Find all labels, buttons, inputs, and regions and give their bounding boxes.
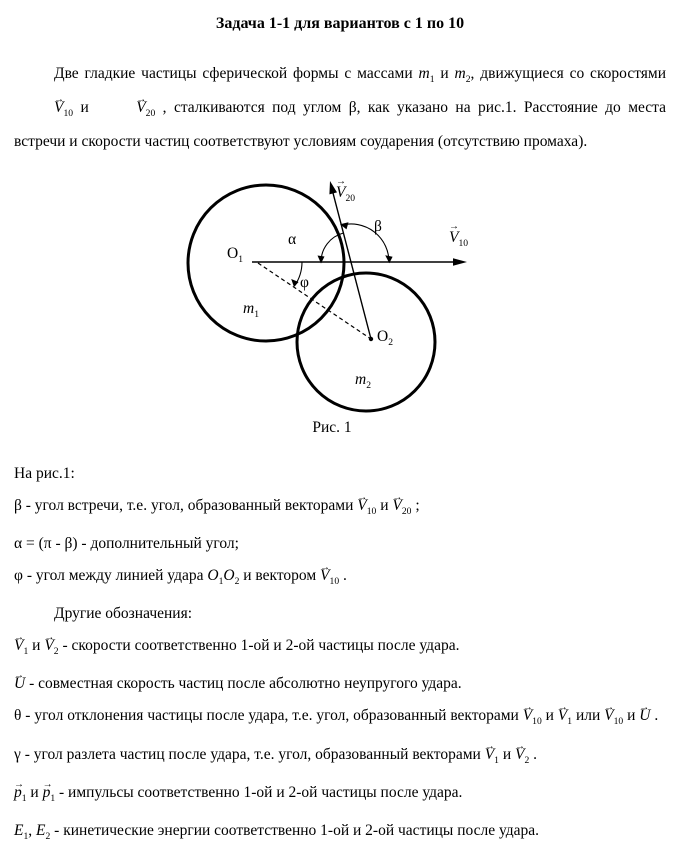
page-title: Задача 1-1 для вариантов с 1 по 10: [215, 15, 465, 32]
definition-alpha: α = (π - β) - дополнительный угол;: [14, 535, 239, 553]
o2-center-dot: [369, 337, 373, 341]
figure-caption: Рис. 1: [312, 419, 352, 437]
definition-gamma: γ - угол разлета частиц после удара, т.е. угол, образованный векторами → $V_1$ $и \to V_2$ .: [14, 739, 666, 777]
v20-vector-line: [333, 193, 371, 339]
phi-angle-label: φ: [300, 274, 309, 292]
beta-angle-label: β: [374, 218, 382, 236]
o1-center-label: $O_1$: [227, 245, 243, 266]
definitions-list: [14, 490, 666, 853]
definition-phi: φ - угол между линией удара $O_1O_2$ и вектором → $V_{10}$ .: [14, 560, 666, 598]
figure-1: [0, 172, 680, 444]
figure-reference-heading: На рис.1:: [14, 465, 75, 483]
definition-v1-v2: → $V_1$ $и \to V_2$ - скорости соответственно 1-ой и 2-ой частицы после удара.: [14, 630, 666, 668]
v10-vector-label: → $V_{10}$: [449, 229, 468, 249]
m1-mass-label: $m_1$: [243, 300, 259, 321]
definition-momenta: → $p_1$ $и \to p_1$ - импульсы соответственно 1-ой и 2-ой частицы после удара.: [14, 777, 666, 815]
definition-theta: θ - угол отклонения частицы после удара, т.е. угол, образованный векторами → $V_{10}$ $и \to V_1$ или → $V_{10}$ и → U .: [14, 700, 666, 738]
definition-beta: β - угол встречи, т.е. угол, образованный векторами → $V_{10}$ $и \to V_{20}$ ;: [14, 490, 666, 528]
other-notation-heading: Другие обозначения:: [54, 605, 193, 623]
definition-u: → U - совместная скорость частиц после абсолютно неупругого удара.: [14, 668, 666, 700]
v10-arrowhead: [453, 258, 467, 266]
v20-vector-label: → $V_{20}$: [336, 184, 355, 204]
particle-1-circle: [188, 185, 344, 341]
m2-mass-label: $m_2$: [355, 371, 371, 392]
o2-center-label: $O_2$: [377, 328, 393, 349]
intro-paragraph: Две гладкие частицы сферической формы с массами $m_1$ и $m_2$, движущиеся со скоростями → $V_{10}$ $и \to V_{20}$ , сталкиваются под углом β, как указано на рис.1. Расстояние до места встречи и скорости частиц соответствуют условиям соударения (отсутствию промаха).: [14, 60, 666, 156]
definition-energies: $E_1$, $E_2$ - кинетические энергии соответственно 1-ой и 2-ой частицы после удара.: [14, 821, 540, 842]
alpha-angle-label: α: [288, 231, 297, 249]
collision-diagram: [0, 172, 680, 444]
